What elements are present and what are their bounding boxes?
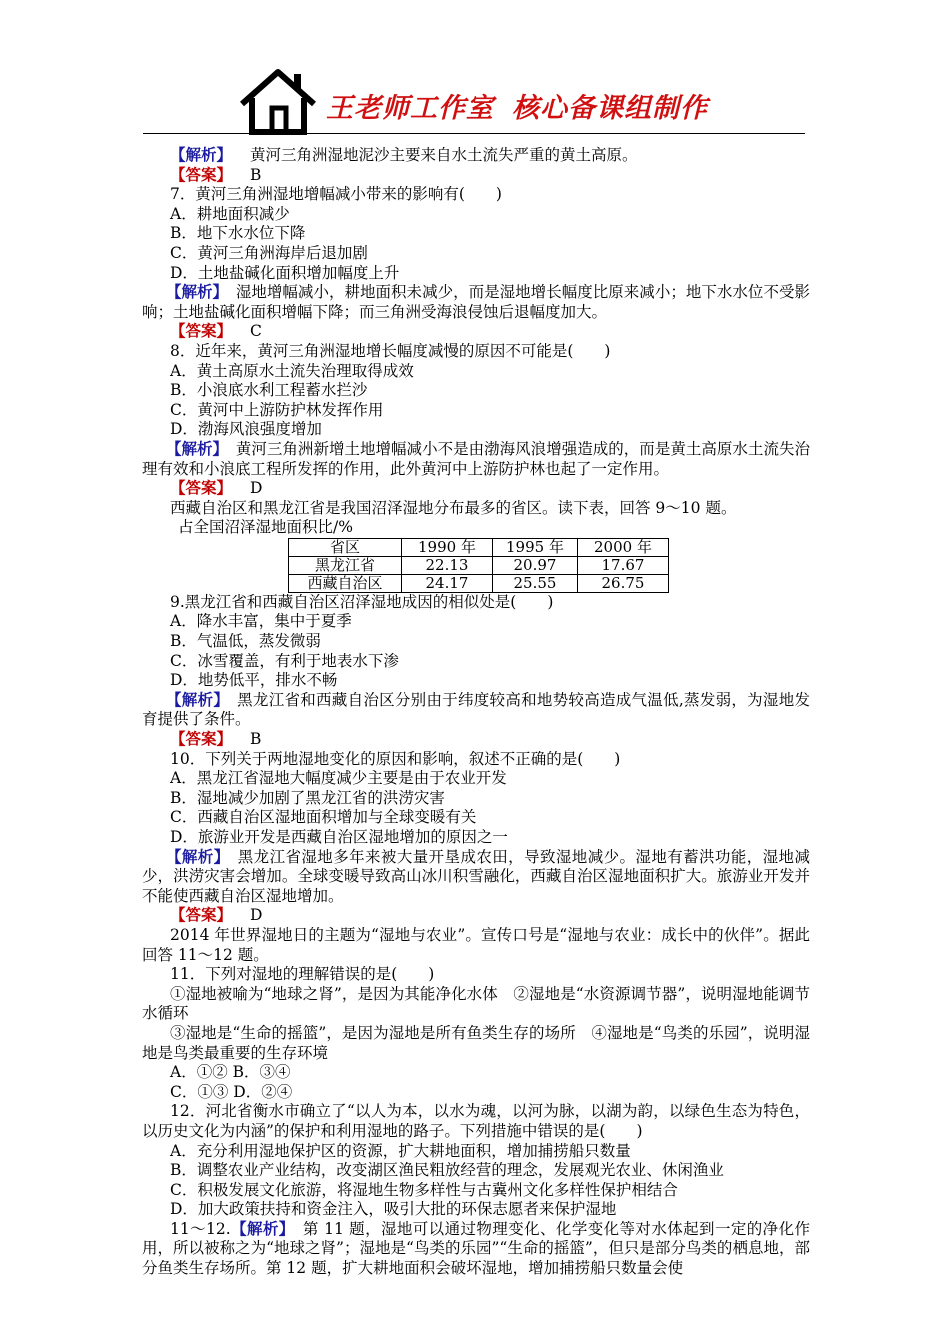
jiexi-tag: 【解析】: [166, 690, 222, 709]
statement-text: ③湿地是“生命的摇篮”，是因为湿地是所有鱼类生存的场所 ④湿地是“鸟类的乐园”，说明湿地是鸟类最重要的生存环境: [142, 1023, 810, 1062]
table-cell: 25.55: [493, 574, 578, 592]
table-row: [289, 556, 669, 574]
daan-tag: 【答案】: [170, 906, 233, 925]
table-cell: 17.67: [578, 556, 669, 574]
daan-tag: 【答案】: [170, 730, 233, 749]
explanation-paragraph: [142, 691, 810, 730]
table-cell: 20.97: [493, 556, 578, 574]
table-header-cell: 1990 年: [402, 538, 493, 556]
question-9: 9.黑龙江省和西藏自治区沼泽湿地成因的相似处是( ): [170, 592, 554, 611]
answer-line: [170, 906, 810, 926]
explanation-paragraph: [142, 1220, 810, 1279]
explanation-text: 湿地增幅减小，耕地面积未减少，而是湿地增长幅度比原来减小；地下水水位不受影响；土地盐碱化面积增幅下降；而三角洲受海浪侵蚀后退幅度加大。: [142, 283, 810, 321]
answer-value: C: [250, 322, 262, 341]
option: C．冰雪覆盖，有利于地表水下渗: [170, 651, 399, 670]
explanation-text: 黑龙江省和西藏自治区分别由于纬度较高和地势较高造成气温低,蒸发弱，为湿地发育提供了条件。: [142, 690, 810, 729]
answer-line: [170, 166, 810, 186]
daan-tag: 【答案】: [170, 165, 233, 184]
jiexi-tag: 【解析】: [166, 847, 222, 866]
option: D．土地盐碱化面积增加幅度上升: [170, 263, 400, 282]
section-intro-text: 2014 年世界湿地日的主题为“湿地与农业”。宣传口号是“湿地与农业：成长中的伙伴”。据此回答 11～12 题。: [142, 925, 810, 964]
answer-value: D: [250, 906, 263, 925]
option: D．渤海风浪强度增加: [170, 420, 322, 439]
explanation-text: 黄河三角洲湿地泥沙主要来自水土流失严重的黄土高原。: [250, 146, 638, 164]
option: B．气温低，蒸发微弱: [170, 632, 321, 651]
answer-value: D: [250, 479, 263, 498]
section-intro: 西藏自治区和黑龙江省是我国沼泽湿地分布最多的省区。读下表，回答 9～10 题。: [170, 498, 737, 517]
explanation-text: 第 11 题，湿地可以通过物理变化、化学变化等对水体起到一定的净化作用，所以被称之为“地球之肾”；湿地是“鸟类的乐园”“生命的摇篮”，但只是部分鸟类的栖息地，部分鱼类生存场所。第 12 题，扩大耕地面积会破坏湿地，增加捕捞船只数量会使: [142, 1219, 810, 1278]
table-cell: 24.17: [402, 574, 493, 592]
section-intro: [142, 926, 810, 965]
option: C．黄河三角洲海岸后退加剧: [170, 243, 368, 262]
option: B．地下水水位下降: [170, 224, 306, 243]
jiexi-tag: 【解析】: [230, 1219, 287, 1238]
option: C．①③ D．②④: [170, 1082, 293, 1101]
option: A．黑龙江省湿地大幅度减少主要是由于农业开发: [170, 769, 507, 788]
statement-line: [142, 985, 810, 1024]
option: A．黄土高原水土流失治理取得成效: [170, 361, 414, 380]
brand-title: [326, 86, 708, 125]
option: A．耕地面积减少: [170, 204, 290, 223]
option: D．旅游业开发是西藏自治区湿地增加的原因之一: [170, 828, 508, 846]
brand-part2: 核心备课组制作: [512, 93, 708, 124]
document-body: [142, 146, 810, 1279]
explanation-paragraph: [142, 283, 810, 322]
explanation-paragraph: [142, 440, 810, 479]
table-header-cell: 2000 年: [578, 538, 669, 556]
house-logo-icon: [238, 68, 318, 138]
table-cell: 22.13: [402, 556, 493, 574]
option: A．充分利用湿地保护区的资源，扩大耕地面积，增加捕捞船只数量: [170, 1141, 631, 1160]
table-header-row: [289, 538, 669, 556]
option: C．西藏自治区湿地面积增加与全球变暖有关: [170, 808, 477, 827]
option: B．湿地减少加剧了黑龙江省的洪涝灾害: [170, 788, 445, 807]
wetland-area-table: [288, 538, 669, 593]
page-header: [0, 60, 950, 140]
option: C．积极发展文化旅游，将湿地生物多样性与古冀州文化多样性保护相结合: [170, 1180, 678, 1199]
table-row: [289, 574, 669, 592]
table-cell: 黑龙江省: [289, 556, 402, 574]
table-cell: 西藏自治区: [289, 574, 402, 592]
explanation-text: 黄河三角洲新增土地增幅减小不是由渤海风浪增强造成的，而是黄土高原水土流失治理有效和小浪底工程所发挥的作用，此外黄河中上游防护林也起了一定作用。: [142, 439, 810, 478]
table-caption: 占全国沼泽湿地面积比/%: [178, 518, 353, 537]
answer-line: [170, 730, 810, 750]
question-12: [142, 1102, 810, 1141]
option: B．调整农业产业结构，改变湖区渔民粗放经营的理念，发展观光农业、休闲渔业: [170, 1161, 724, 1180]
jiexi-tag: 【解析】: [170, 146, 233, 164]
option: A．①② B．③④: [170, 1063, 291, 1082]
question-11: 11．下列对湿地的理解错误的是( ): [170, 965, 435, 984]
table-header-cell: 省区: [289, 538, 402, 556]
table-header-cell: 1995 年: [493, 538, 578, 556]
explanation-paragraph: [142, 848, 810, 907]
option: B．小浪底水利工程蓄水拦沙: [170, 381, 368, 400]
statement-line: [142, 1024, 810, 1063]
brand-part1: 王老师工作室: [326, 93, 494, 124]
question-10: 10．下列关于两地湿地变化的原因和影响，叙述不正确的是( ): [170, 749, 621, 768]
jiexi-tag: 【解析】: [166, 283, 221, 302]
daan-tag: 【答案】: [170, 322, 233, 341]
explanation-line: [170, 146, 810, 166]
header-divider: [143, 133, 805, 134]
option: C．黄河中上游防护林发挥作用: [170, 400, 384, 419]
question-8: 8．近年来，黄河三角洲湿地增长幅度减慢的原因不可能是( ): [170, 341, 611, 360]
daan-tag: 【答案】: [170, 479, 233, 498]
answer-line: [170, 322, 810, 342]
question-12-text: 12．河北省衡水市确立了“以人为本，以水为魂，以河为脉，以湖为韵，以绿色生态为特色，以历史文化为内涵”的保护和利用湿地的路子。下列措施中错误的是( ): [142, 1102, 810, 1140]
option: D．地势低平，排水不畅: [170, 671, 338, 690]
explanation-prefix: 11～12.: [170, 1219, 231, 1238]
option: A．降水丰富，集中于夏季: [170, 612, 352, 631]
answer-line: [170, 479, 810, 499]
explanation-text: 黑龙江省湿地多年来被大量开垦成农田，导致湿地减少。湿地有蓄洪功能，湿地减少，洪涝灾害会增加。全球变暖导致高山冰川积雪融化，西藏自治区湿地面积扩大。旅游业开发并不能使西藏自治区湿地增加。: [142, 847, 810, 905]
table-cell: 26.75: [578, 574, 669, 592]
answer-value: B: [250, 165, 262, 184]
option: D．加大政策扶持和资金注入，吸引大批的环保志愿者来保护湿地: [170, 1200, 617, 1219]
question-7: 7．黄河三角洲湿地增幅减小带来的影响有( ): [170, 185, 502, 204]
jiexi-tag: 【解析】: [166, 439, 221, 458]
answer-value: B: [250, 730, 262, 749]
statement-text: ①湿地被喻为“地球之肾”，是因为其能净化水体 ②湿地是“水资源调节器”，说明湿地能调节水循环: [142, 984, 810, 1023]
